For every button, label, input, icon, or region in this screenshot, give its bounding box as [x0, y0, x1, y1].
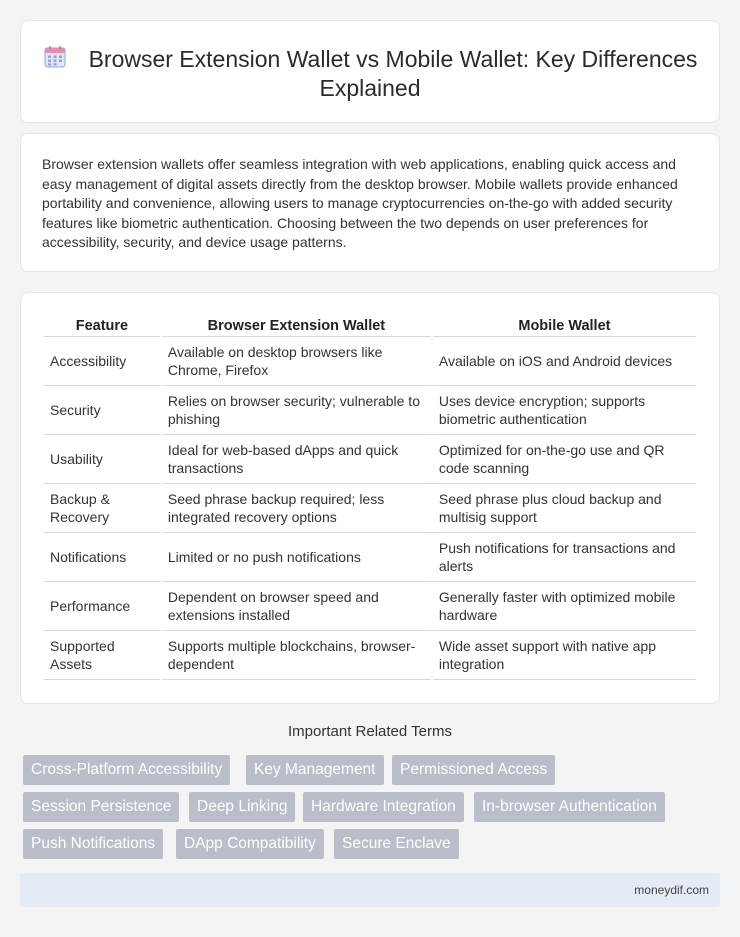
term-chip[interactable]: Permissioned Access: [392, 755, 555, 785]
mobile-cell: Uses device encryption; supports biometric authentication: [433, 386, 696, 435]
table-row: [44, 337, 696, 386]
feature-cell: Backup & Recovery: [44, 484, 160, 533]
term-chip[interactable]: DApp Compatibility: [176, 829, 324, 859]
intro-paragraph: Browser extension wallets offer seamless integration with web applications, enabling quick access and easy management of digital assets directly from the desktop browser. Mobile wallets provide enhanced portability and convenience, allowing users to manage cryptocurrencies on-the-go with added security features like biometric authentication. Choosing between the two depends on user preferences for accessibility, security, and device usage patterns.: [42, 156, 678, 251]
comparison-card: [20, 292, 720, 704]
table-row: [44, 435, 696, 484]
table-header-row: [44, 315, 696, 337]
related-terms-heading: Important Related Terms: [288, 723, 452, 740]
feature-cell: Performance: [44, 582, 160, 631]
page-title-row: [21, 45, 719, 103]
term-chip[interactable]: Session Persistence: [23, 792, 179, 822]
feature-cell: Supported Assets: [44, 631, 160, 680]
term-chip[interactable]: Deep Linking: [189, 792, 295, 822]
comparison-table: [42, 315, 698, 680]
browser-cell: Ideal for web-based dApps and quick transactions: [162, 435, 431, 484]
term-chip[interactable]: Push Notifications: [23, 829, 163, 859]
intro-card: [20, 133, 720, 272]
term-chip[interactable]: In-browser Authentication: [474, 792, 665, 822]
title-card: [20, 20, 720, 123]
term-chip[interactable]: Hardware Integration: [303, 792, 464, 822]
table-row: [44, 631, 696, 680]
browser-cell: Limited or no push notifications: [162, 533, 431, 582]
mobile-cell: Wide asset support with native app integration: [433, 631, 696, 680]
table-row: [44, 533, 696, 582]
browser-cell: Supports multiple blockchains, browser-dependent: [162, 631, 431, 680]
mobile-cell: Seed phrase plus cloud backup and multisig support: [433, 484, 696, 533]
footer-site-name: moneydif.com: [634, 883, 709, 897]
table-row: [44, 582, 696, 631]
mobile-cell: Optimized for on-the-go use and QR code scanning: [433, 435, 696, 484]
mobile-cell: Generally faster with optimized mobile hardware: [433, 582, 696, 631]
feature-cell: Notifications: [44, 533, 160, 582]
feature-cell: Usability: [44, 435, 160, 484]
calendar-icon: [43, 45, 67, 69]
feature-cell: Security: [44, 386, 160, 435]
browser-cell: Relies on browser security; vulnerable to phishing: [162, 386, 431, 435]
mobile-cell: Push notifications for transactions and alerts: [433, 533, 696, 582]
header-browser-extension: Browser Extension Wallet: [162, 315, 431, 337]
page-title: Browser Extension Wallet vs Mobile Wallet: Key Differences Explained: [88, 46, 698, 101]
browser-cell: Seed phrase backup required; less integrated recovery options: [162, 484, 431, 533]
feature-cell: Accessibility: [44, 337, 160, 386]
term-chip[interactable]: Secure Enclave: [334, 829, 459, 859]
header-feature: Feature: [44, 315, 160, 337]
footer-bar: [20, 873, 720, 907]
term-chip[interactable]: Key Management: [246, 755, 384, 785]
term-chip[interactable]: Cross-Platform Accessibility: [23, 755, 230, 785]
browser-cell: Available on desktop browsers like Chrome, Firefox: [162, 337, 431, 386]
table-row: [44, 386, 696, 435]
mobile-cell: Available on iOS and Android devices: [433, 337, 696, 386]
header-mobile-wallet: Mobile Wallet: [433, 315, 696, 337]
table-row: [44, 484, 696, 533]
browser-cell: Dependent on browser speed and extensions installed: [162, 582, 431, 631]
